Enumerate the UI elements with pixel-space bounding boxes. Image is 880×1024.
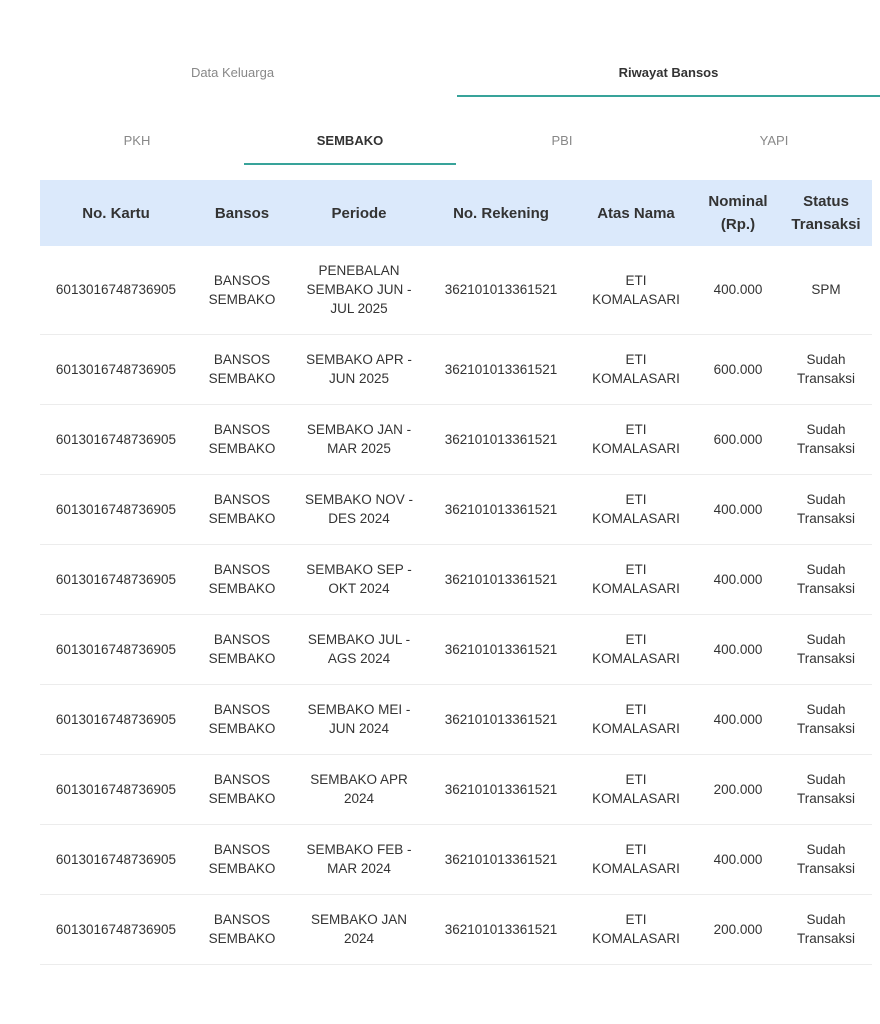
cell-status: Sudah Transaksi <box>796 702 855 736</box>
cell-bansos: BANSOS SEMBAKO <box>208 772 276 806</box>
cell-no-kartu: 6013016748736905 <box>55 851 177 867</box>
cell-periode: SEMBAKO JAN 2024 <box>310 912 408 946</box>
cell-bansos: BANSOS SEMBAKO <box>208 912 276 946</box>
cell-bansos: BANSOS SEMBAKO <box>208 702 276 736</box>
cell-nominal: 400.000 <box>713 501 763 517</box>
cell-periode: SEMBAKO SEP - OKT 2024 <box>306 562 412 596</box>
cell-no-kartu: 6013016748736905 <box>55 501 177 517</box>
cell-atas-nama: ETI KOMALASARI <box>592 492 680 526</box>
cell-no-rekening: 362101013361521 <box>444 571 558 587</box>
table-row <box>40 824 872 894</box>
sub-tab-bar <box>30 118 880 164</box>
table-row <box>40 474 872 544</box>
cell-status: SPM <box>811 282 841 298</box>
header-atas-nama: Atas Nama <box>597 204 675 222</box>
cell-atas-nama: ETI KOMALASARI <box>592 422 680 456</box>
header-no-rekening: No. Rekening <box>453 204 549 222</box>
table-row <box>40 404 872 474</box>
cell-status: Sudah Transaksi <box>796 842 855 876</box>
cell-atas-nama: ETI KOMALASARI <box>592 842 680 876</box>
cell-status: Sudah Transaksi <box>796 492 855 526</box>
header-status-transaksi: Status Transaksi <box>791 193 861 233</box>
cell-no-rekening: 362101013361521 <box>444 361 558 377</box>
cell-no-kartu: 6013016748736905 <box>55 921 177 937</box>
cell-periode: SEMBAKO APR - JUN 2025 <box>306 352 412 386</box>
cell-atas-nama: ETI KOMALASARI <box>592 912 680 946</box>
table-row <box>40 684 872 754</box>
tab-data-keluarga[interactable]: Data Keluarga <box>190 65 275 80</box>
cell-bansos: BANSOS SEMBAKO <box>208 842 276 876</box>
cell-status: Sudah Transaksi <box>796 632 855 666</box>
cell-atas-nama: ETI KOMALASARI <box>592 352 680 386</box>
cell-nominal: 400.000 <box>713 711 763 727</box>
cell-status: Sudah Transaksi <box>796 912 855 946</box>
cell-bansos: BANSOS SEMBAKO <box>208 562 276 596</box>
cell-nominal: 400.000 <box>713 282 763 298</box>
cell-periode: SEMBAKO FEB - MAR 2024 <box>306 842 412 876</box>
cell-periode: SEMBAKO JAN - MAR 2025 <box>306 422 412 456</box>
cell-nominal: 200.000 <box>713 781 763 797</box>
cell-nominal: 600.000 <box>713 431 763 447</box>
header-periode: Periode <box>331 204 387 222</box>
table-row <box>40 334 872 404</box>
header-bansos: Bansos <box>214 204 270 222</box>
cell-no-kartu: 6013016748736905 <box>55 781 177 797</box>
cell-periode: SEMBAKO NOV - DES 2024 <box>304 492 414 526</box>
cell-no-rekening: 362101013361521 <box>444 711 558 727</box>
cell-no-kartu: 6013016748736905 <box>55 282 177 298</box>
cell-periode: PENEBALAN SEMBAKO JUN - JUL 2025 <box>306 263 412 317</box>
cell-bansos: BANSOS SEMBAKO <box>208 272 276 307</box>
tab-pkh[interactable]: PKH <box>123 133 151 148</box>
table-row <box>40 614 872 684</box>
cell-no-kartu: 6013016748736905 <box>55 711 177 727</box>
cell-nominal: 200.000 <box>713 921 763 937</box>
cell-atas-nama: ETI KOMALASARI <box>592 702 680 736</box>
cell-atas-nama: ETI KOMALASARI <box>592 562 680 596</box>
cell-periode: SEMBAKO JUL - AGS 2024 <box>307 632 411 666</box>
cell-status: Sudah Transaksi <box>796 352 855 386</box>
header-nominal: Nominal (Rp.) <box>708 193 768 233</box>
cell-no-rekening: 362101013361521 <box>444 641 558 657</box>
cell-atas-nama: ETI KOMALASARI <box>592 272 680 307</box>
cell-no-kartu: 6013016748736905 <box>55 431 177 447</box>
cell-periode: SEMBAKO APR 2024 <box>310 772 408 806</box>
main-tab-bar <box>0 50 880 96</box>
tab-pbi[interactable]: PBI <box>551 133 573 148</box>
cell-nominal: 600.000 <box>713 361 763 377</box>
cell-bansos: BANSOS SEMBAKO <box>208 422 276 456</box>
cell-no-rekening: 362101013361521 <box>444 921 558 937</box>
cell-no-rekening: 362101013361521 <box>444 282 558 298</box>
cell-no-rekening: 362101013361521 <box>444 431 558 447</box>
table-row <box>40 754 872 824</box>
cell-status: Sudah Transaksi <box>796 562 855 596</box>
table-row <box>40 246 872 334</box>
cell-no-kartu: 6013016748736905 <box>55 571 177 587</box>
table-row <box>40 544 872 614</box>
cell-nominal: 400.000 <box>713 851 763 867</box>
cell-no-kartu: 6013016748736905 <box>55 641 177 657</box>
cell-periode: SEMBAKO MEI - JUN 2024 <box>307 702 411 736</box>
cell-nominal: 400.000 <box>713 641 763 657</box>
cell-bansos: BANSOS SEMBAKO <box>208 352 276 386</box>
header-no-kartu: No. Kartu <box>82 204 150 222</box>
cell-status: Sudah Transaksi <box>796 772 855 806</box>
cell-bansos: BANSOS SEMBAKO <box>208 632 276 666</box>
cell-no-rekening: 362101013361521 <box>444 501 558 517</box>
cell-no-rekening: 362101013361521 <box>444 781 558 797</box>
bansos-history-table <box>40 180 872 965</box>
table-row <box>40 894 872 964</box>
table-header-row <box>40 180 872 246</box>
cell-bansos: BANSOS SEMBAKO <box>208 492 276 526</box>
tab-sembako[interactable]: SEMBAKO <box>244 118 456 165</box>
tab-yapi[interactable]: YAPI <box>759 133 789 148</box>
cell-no-rekening: 362101013361521 <box>444 851 558 867</box>
cell-atas-nama: ETI KOMALASARI <box>592 632 680 666</box>
cell-status: Sudah Transaksi <box>796 422 855 456</box>
cell-atas-nama: ETI KOMALASARI <box>592 772 680 806</box>
cell-nominal: 400.000 <box>713 571 763 587</box>
tab-riwayat-bansos[interactable]: Riwayat Bansos <box>457 50 880 97</box>
cell-no-kartu: 6013016748736905 <box>55 361 177 377</box>
